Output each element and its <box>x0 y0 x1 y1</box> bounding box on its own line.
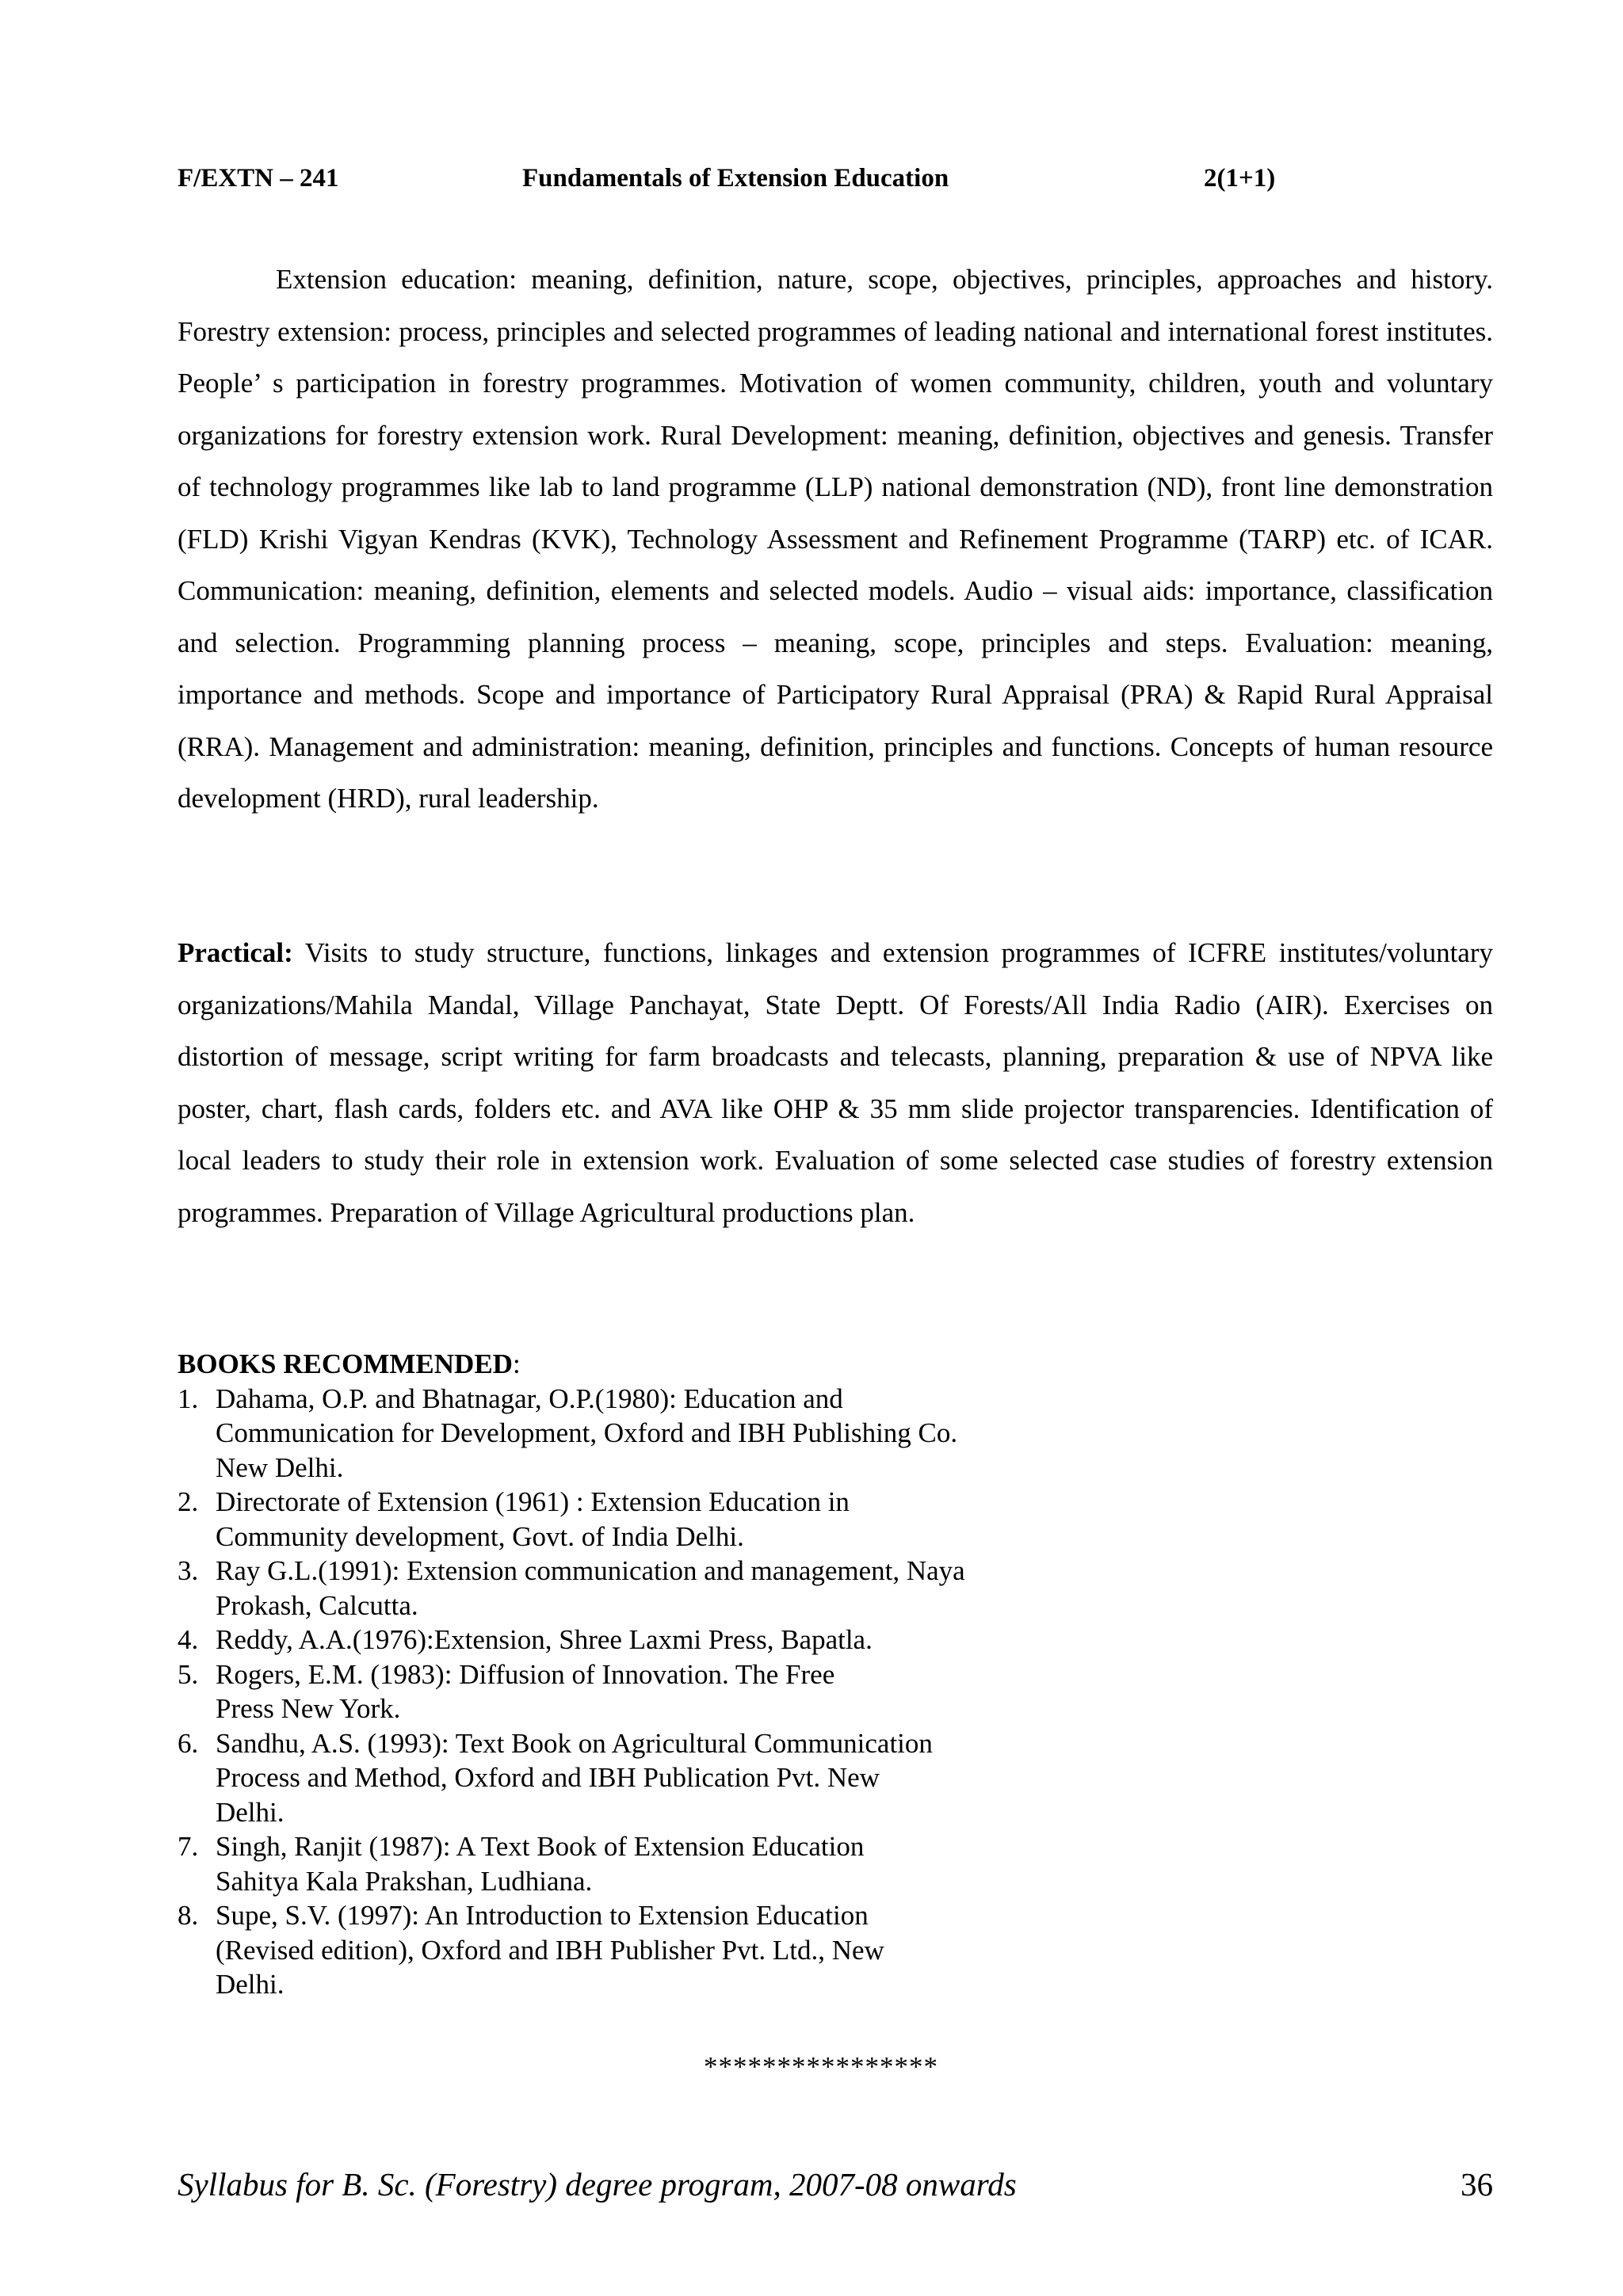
book-item-line: Sandhu, A.S. (1993): Text Book on Agricultural Communication <box>216 1727 933 1759</box>
book-item-line: Rogers, E.M. (1983): Diffusion of Innovation. The Free <box>216 1658 835 1690</box>
book-item-line: Delhi. <box>216 1796 285 1828</box>
books-heading-text: BOOKS RECOMMENDED <box>178 1348 513 1379</box>
book-item <box>178 1382 1065 1486</box>
course-title: Fundamentals of Extension Education <box>522 164 949 193</box>
practical-label: Practical: <box>178 937 293 968</box>
book-item-line: (Revised edition), Oxford and IBH Publisher Pvt. Ltd., New <box>216 1934 884 1966</box>
book-item-line: Press New York. <box>216 1693 401 1724</box>
book-item-line: Directorate of Extension (1961) : Extension Education in <box>216 1486 850 1517</box>
book-item-number: 1. <box>178 1383 199 1414</box>
book-item-number: 6. <box>178 1727 199 1759</box>
book-item-line: Process and Method, Oxford and IBH Publication Pvt. New <box>216 1762 880 1793</box>
book-item-line: Community development, Govt. of India Delhi. <box>216 1520 744 1552</box>
book-item-line: Communication for Development, Oxford and IBH Publishing Co. <box>216 1417 958 1448</box>
footer-text: Syllabus for B. Sc. (Forestry) degree program, 2007-08 onwards <box>178 2166 1017 2203</box>
course-code: F/EXTN – 241 <box>178 164 339 193</box>
course-header <box>178 158 1493 198</box>
books-list <box>178 1382 1065 2002</box>
book-item-number: 5. <box>178 1658 199 1690</box>
book-item <box>178 1485 1065 1554</box>
book-item-number: 8. <box>178 1900 199 1931</box>
course-credits: 2(1+1) <box>1204 164 1276 193</box>
book-item <box>178 1554 1065 1623</box>
book-item-line: Singh, Ranjit (1987): A Text Book of Extension Education <box>216 1831 865 1862</box>
theory-paragraph: Extension education: meaning, definition, nature, scope, objectives, principles, approaches and history. Forestry extension: process, principles and selected programmes of leading national and international forest institutes. People’ s participation in forestry programmes. Motivation of women community, children, youth and voluntary organizations for forestry extension work. Rural Development: meaning, definition, objectives and genesis. Transfer of technology programmes like lab to land programme (LLP) national demonstration (ND), front line demonstration (FLD) Krishi Vigyan Kendras (KVK), Technology Assessment and Refinement Programme (TARP) etc. of ICAR. Communication: meaning, definition, elements and selected models. Audio – visual aids: importance, classification and selection. Programming planning process – meaning, scope, principles and steps. Evaluation: meaning, importance and methods. Scope and importance of Participatory Rural Appraisal (PRA) & Rapid Rural Appraisal (RRA). Management and administration: meaning, definition, principles and functions. Concepts of human resource development (HRD), rural leadership. <box>178 264 1493 814</box>
book-item-line: Dahama, O.P. and Bhatnagar, O.P.(1980): Education and <box>216 1383 843 1414</box>
book-item <box>178 1898 1065 2002</box>
book-item <box>178 1623 1065 1657</box>
book-item <box>178 1657 1065 1726</box>
book-item-number: 4. <box>178 1624 199 1655</box>
book-item-number: 2. <box>178 1486 199 1517</box>
separator-stars: **************** <box>704 2051 938 2082</box>
book-item <box>178 1726 1065 1830</box>
practical-paragraph <box>178 927 1493 1238</box>
book-item-line: Sahitya Kala Prakshan, Ludhiana. <box>216 1865 593 1897</box>
books-recommended-section <box>178 1347 1065 2002</box>
book-item-line: New Delhi. <box>216 1451 344 1483</box>
book-item-number: 7. <box>178 1831 199 1862</box>
books-heading <box>178 1347 1065 1382</box>
book-item-line: Ray G.L.(1991): Extension communication and management, Naya <box>216 1555 965 1586</box>
book-item-line: Delhi. <box>216 1969 285 2000</box>
book-item-line: Supe, S.V. (1997): An Introduction to Extension Education <box>216 1900 869 1931</box>
book-item <box>178 1829 1065 1898</box>
book-item-number: 3. <box>178 1555 199 1586</box>
books-heading-colon: : <box>512 1348 521 1379</box>
book-item-line: Reddy, A.A.(1976):Extension, Shree Laxmi Press, Bapatla. <box>216 1624 873 1655</box>
book-item-line: Prokash, Calcutta. <box>216 1589 418 1621</box>
page-number: 36 <box>1461 2166 1493 2203</box>
practical-text: Visits to study structure, functions, linkages and extension programmes of ICFRE institutes/voluntary organizations/Mahila Mandal, Village Panchayat, State Deptt. Of Forests/All India Radio (AIR). Exercises on distortion of message, script writing for farm broadcasts and telecasts, planning, preparation & use of NPVA like poster, chart, flash cards, folders etc. and AVA like OHP & 35 mm slide projector transparencies. Identification of local leaders to study their role in extension work. Evaluation of some selected case studies of forestry extension programmes. Preparation of Village Agricultural productions plan. <box>178 937 1493 1228</box>
